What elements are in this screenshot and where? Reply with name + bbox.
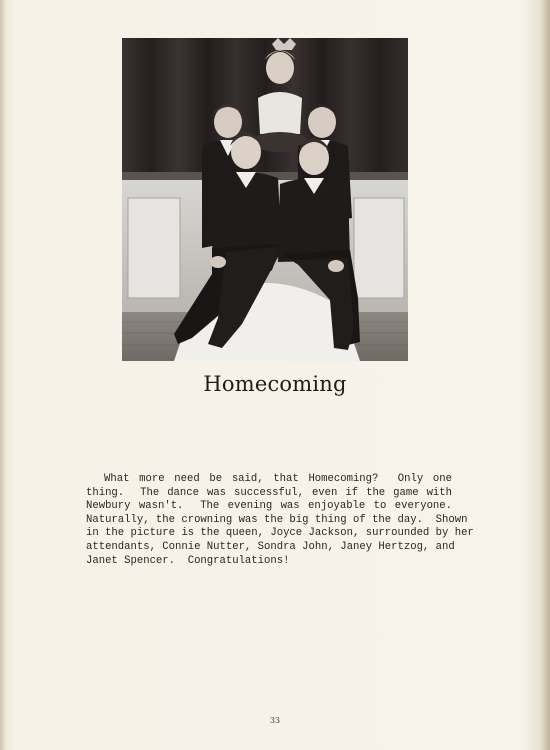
paragraph-line: Naturally, the crowning was the big thing of the day. Shown (86, 513, 468, 526)
paragraph-line: in the picture is the queen, Joyce Jackson, surrounded by her (86, 527, 474, 540)
paragraph-line: Janet Spencer. Congratulations! (86, 554, 290, 567)
paragraph-line: attendants, Connie Nutter, Sondra John, Janey Hertzog, and (86, 540, 455, 553)
stage-panel-left (128, 198, 180, 298)
photo-illustration (122, 38, 408, 361)
stage-panel-right (354, 198, 404, 298)
paragraph-line: What more need be said, that Homecoming? Only one (104, 473, 452, 485)
paragraph-line: Newbury wasn't. The evening was enjoyable to everyone. (86, 500, 452, 513)
page-number: 33 (269, 716, 281, 725)
homecoming-court-photo (122, 38, 408, 361)
caption-paragraph (86, 473, 474, 568)
page-title: Homecoming (203, 372, 347, 396)
paragraph-line: thing. The dance was successful, even if the game with (86, 486, 452, 499)
